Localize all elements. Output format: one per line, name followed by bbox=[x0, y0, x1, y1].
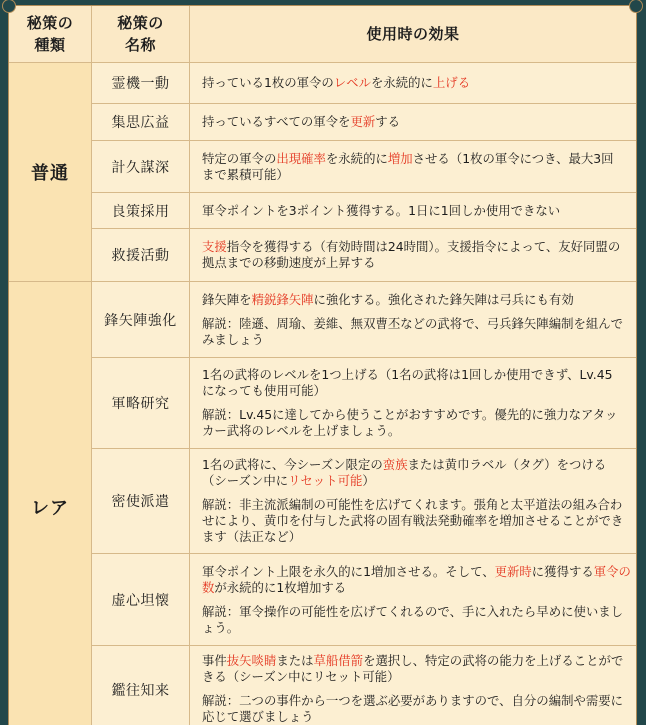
effect-commentary bbox=[202, 497, 634, 545]
effect-text: せにより、黄巾を付与した武将の固有戦法発動確率を増加させることができ bbox=[202, 513, 624, 528]
effect-text: 解説：軍令操作の可能性を広げてくれるので、手に入れたら早めに使いまし bbox=[202, 603, 624, 619]
effect-line bbox=[202, 529, 634, 545]
effect-line bbox=[202, 167, 634, 183]
strategy-name: 計久謀深 bbox=[111, 159, 170, 176]
effect-line bbox=[202, 620, 634, 636]
effect-text: まで累積可能） bbox=[202, 166, 289, 182]
effect-text: ょう。 bbox=[202, 619, 240, 635]
strategy-name: 虚心坦懐 bbox=[111, 592, 170, 609]
strategy-effect-cell bbox=[190, 646, 636, 725]
strategy-effect-cell bbox=[190, 104, 636, 141]
effect-text: 拠点までの移動速度が上昇する bbox=[202, 255, 376, 270]
effect-commentary bbox=[202, 604, 634, 636]
effect-line bbox=[202, 497, 634, 513]
strategy-name-cell bbox=[92, 449, 190, 554]
effect-description bbox=[202, 457, 634, 489]
effect-text: ） bbox=[362, 473, 375, 488]
effect-text: 1名の武将に、今シーズン限定の bbox=[202, 457, 383, 472]
effect-line bbox=[202, 709, 634, 725]
effect-text: になっても使用可能） bbox=[202, 383, 326, 398]
effect-line bbox=[202, 367, 634, 383]
effect-line bbox=[202, 564, 634, 580]
highlighted-keyword: 軍令の bbox=[593, 563, 631, 579]
effect-text: 指令を獲得する（有効時間は24時間）。支援指令によって、友好同盟の bbox=[226, 239, 621, 254]
strategy-effect-cell bbox=[190, 449, 636, 554]
effect-description bbox=[202, 564, 634, 596]
effect-text: 軍令ポイント上限を永久的に1増加させる。そして、 bbox=[202, 563, 495, 579]
strategy-effect-cell bbox=[190, 229, 636, 282]
effect-text: みましょう bbox=[202, 331, 264, 347]
category-cell bbox=[9, 63, 92, 282]
highlighted-keyword: 精鋭鋒矢陣 bbox=[251, 291, 314, 307]
effect-line bbox=[202, 423, 634, 439]
header-effect-label: 使用時の効果 bbox=[366, 25, 460, 43]
effect-commentary bbox=[202, 407, 634, 439]
strategy-effect-cell bbox=[190, 141, 636, 193]
effect-text: を永続的に bbox=[370, 75, 433, 90]
highlighted-keyword: 数 bbox=[202, 579, 215, 595]
effect-line bbox=[202, 114, 634, 130]
frame-corner-ornament bbox=[630, 0, 642, 12]
effect-line bbox=[202, 292, 634, 308]
effect-text: カー武将のレベルを上げましょう。 bbox=[202, 423, 401, 438]
strategy-name-cell bbox=[92, 646, 190, 725]
effect-description bbox=[202, 75, 634, 91]
effect-text: 持っているすべての軍令を bbox=[202, 114, 351, 129]
effect-description bbox=[202, 114, 634, 130]
header-name-cell bbox=[92, 6, 190, 63]
effect-text: 軍令ポイントを3ポイント獲得する。1日に1回しか使用できない bbox=[202, 202, 561, 218]
highlighted-keyword: 更新 bbox=[350, 114, 376, 129]
effect-line bbox=[202, 653, 634, 669]
effect-line bbox=[202, 580, 634, 596]
effect-text: 持っている1枚の軍令の bbox=[202, 75, 334, 90]
effect-description bbox=[202, 367, 634, 399]
effect-text: が永続的に1枚増加する bbox=[214, 579, 347, 595]
strategy-name: 霊機一動 bbox=[111, 76, 170, 92]
effect-commentary bbox=[202, 316, 634, 348]
category-label: レア bbox=[31, 498, 69, 519]
effect-text: を選択し、特定の武将の能力を上げることがで bbox=[363, 653, 624, 668]
effect-line bbox=[202, 604, 634, 620]
header-type-label-line2: 種類 bbox=[34, 36, 66, 54]
header-type-label-line1: 秘策の bbox=[26, 14, 74, 32]
effect-text: 事件 bbox=[202, 653, 227, 668]
effect-text: ます（法正など） bbox=[202, 529, 302, 544]
effect-text: または黄巾ラベル（タグ）をつける bbox=[407, 457, 607, 472]
strategy-effect-cell bbox=[190, 193, 636, 229]
effect-text: または bbox=[276, 653, 314, 668]
strategy-effect-cell bbox=[190, 554, 636, 646]
highlighted-keyword: 蛮族 bbox=[382, 457, 408, 472]
effect-line bbox=[202, 75, 634, 91]
effect-text: （シーズン中に bbox=[202, 473, 289, 488]
strategy-name-cell bbox=[92, 229, 190, 282]
strategy-name: 集思広益 bbox=[111, 115, 170, 131]
effect-line bbox=[202, 513, 634, 529]
effect-line bbox=[202, 316, 634, 332]
highlighted-keyword: 支援 bbox=[202, 239, 227, 254]
effect-text: に強化する。強化された鋒矢陣は弓兵にも有効 bbox=[313, 291, 574, 307]
effect-line bbox=[202, 693, 634, 709]
strategy-name: 良策採用 bbox=[111, 203, 170, 220]
effect-line bbox=[202, 239, 634, 255]
strategy-name-cell bbox=[92, 104, 190, 141]
effect-text: 解説：非主流派編制の可能性を広げてくれます。張角と太平道法の組み合わ bbox=[202, 497, 623, 512]
header-name-label-line1: 秘策の bbox=[117, 14, 164, 32]
strategy-name-cell bbox=[92, 193, 190, 229]
effect-text: 鋒矢陣を bbox=[202, 291, 252, 307]
effect-text: 解説：陸遜、周瑜、姜維、無双曹丕などの武将で、弓兵鋒矢陣編制を組んで bbox=[202, 315, 624, 331]
effect-description bbox=[202, 203, 634, 219]
header-name-label-line2: 名称 bbox=[124, 36, 156, 54]
strategy-effect-cell bbox=[190, 282, 636, 358]
highlighted-keyword: リセット可能 bbox=[288, 473, 363, 488]
highlighted-keyword: 抜矢啖睛 bbox=[226, 653, 277, 668]
strategy-name: 鑑往知来 bbox=[111, 682, 170, 699]
frame-corner-ornament bbox=[3, 0, 15, 12]
strategy-name: 密使派遣 bbox=[111, 494, 170, 510]
highlighted-keyword: 更新時 bbox=[494, 563, 532, 579]
effect-line bbox=[202, 383, 634, 399]
strategy-table-frame bbox=[9, 6, 636, 725]
highlighted-keyword: 増加 bbox=[387, 150, 413, 166]
strategy-name: 軍略研究 bbox=[111, 396, 170, 412]
effect-text: 特定の軍令の bbox=[202, 150, 277, 166]
effect-line bbox=[202, 151, 634, 167]
strategy-name-cell bbox=[92, 358, 190, 449]
highlighted-keyword: レベル bbox=[333, 75, 371, 90]
effect-line bbox=[202, 407, 634, 423]
header-effect-cell bbox=[190, 6, 636, 63]
effect-text: する bbox=[375, 114, 401, 129]
effect-text: 1名の武将のレベルを1つ上げる（1名の武将は1回しか使用できず、Lv.45 bbox=[202, 367, 613, 382]
effect-line bbox=[202, 669, 634, 685]
strategy-name-cell bbox=[92, 554, 190, 646]
effect-text: 解説：Lv.45に達してから使うことがおすすめです。優先的に強力なアタッ bbox=[202, 407, 618, 422]
strategy-effect-cell bbox=[190, 63, 636, 104]
effect-line bbox=[202, 457, 634, 473]
effect-text: 解説：二つの事件から一つを選ぶ必要がありますので、自分の編制や需要に bbox=[202, 693, 624, 708]
effect-text: 応じて選びましょう bbox=[202, 709, 314, 724]
strategy-name-cell bbox=[92, 63, 190, 104]
effect-commentary bbox=[202, 693, 634, 725]
effect-line bbox=[202, 332, 634, 348]
strategy-table bbox=[9, 6, 636, 725]
effect-line bbox=[202, 473, 634, 489]
effect-description bbox=[202, 239, 634, 271]
header-type-cell bbox=[9, 6, 92, 63]
highlighted-keyword: 出現確率 bbox=[276, 150, 326, 166]
effect-description bbox=[202, 653, 634, 685]
strategy-name-cell bbox=[92, 141, 190, 193]
highlighted-keyword: 草船借箭 bbox=[313, 653, 364, 668]
category-cell bbox=[9, 282, 92, 725]
strategy-name: 鋒矢陣強化 bbox=[104, 312, 177, 329]
effect-description bbox=[202, 292, 634, 308]
strategy-name-cell bbox=[92, 282, 190, 358]
strategy-name: 救援活動 bbox=[111, 248, 170, 264]
effect-text: きる（シーズン中にリセット可能） bbox=[202, 669, 400, 684]
category-label: 普通 bbox=[31, 163, 69, 184]
effect-line bbox=[202, 255, 634, 271]
strategy-effect-cell bbox=[190, 358, 636, 449]
effect-text: を永続的に bbox=[325, 150, 388, 166]
effect-description bbox=[202, 151, 634, 183]
effect-text: させる（1枚の軍令につき、最大3回 bbox=[412, 150, 614, 166]
effect-line bbox=[202, 203, 634, 219]
highlighted-keyword: 上げる bbox=[432, 75, 471, 90]
effect-text: に獲得する bbox=[531, 563, 594, 579]
